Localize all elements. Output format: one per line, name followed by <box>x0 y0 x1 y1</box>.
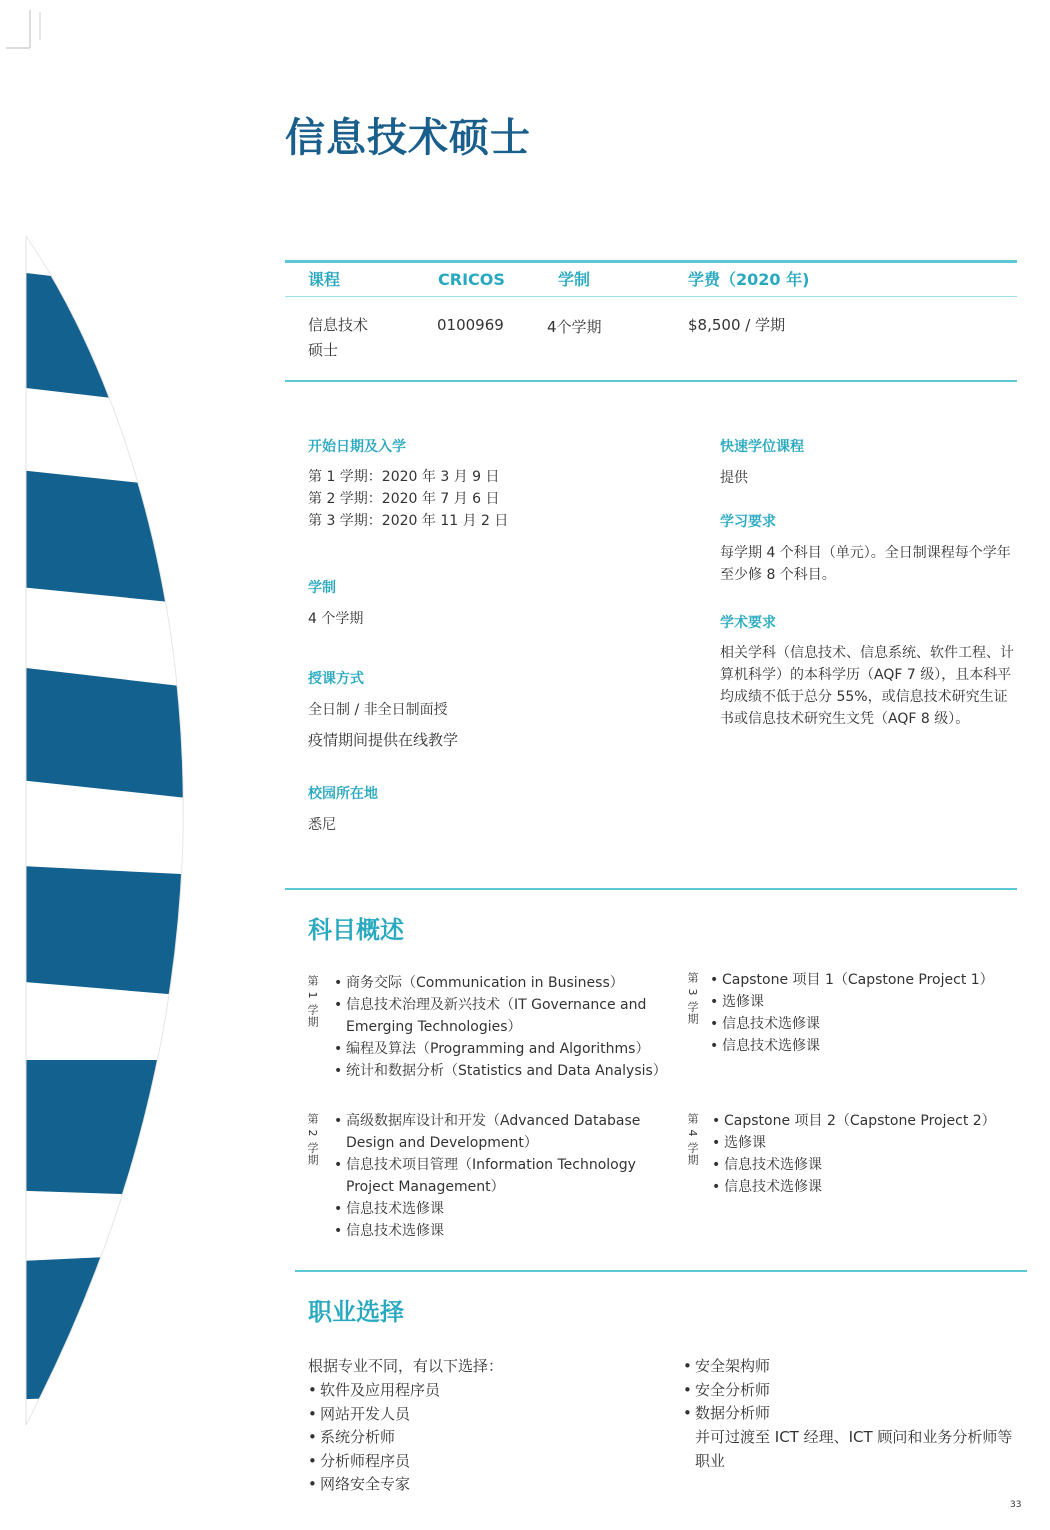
delivery-online-note: 疫情期间提供在线教学 <box>308 731 459 749</box>
table-cell-course <box>308 313 368 363</box>
table-cell-fee: $8,500 / 学期 <box>688 316 786 334</box>
list-item: • 信息技术选修课 <box>712 1176 996 1198</box>
start-dates-list <box>308 466 508 532</box>
careers-list-left <box>308 1379 440 1497</box>
start-date-1: 第 1 学期：2020 年 3 月 9 日 <box>308 469 500 485</box>
list-item: • 安全分析师 <box>683 1379 770 1403</box>
list-item: • 信息技术选修课 <box>334 1198 640 1220</box>
list-item-continuation <box>334 1132 640 1154</box>
start-date-2: 第 2 学期：2020 年 7 月 6 日 <box>308 491 500 507</box>
semester-1-label: 第 1 学期 <box>306 975 319 1028</box>
semester-2-label: 第 2 学期 <box>306 1113 319 1166</box>
semester-2-subjects <box>334 1110 640 1242</box>
list-item: • 高级数据库设计和开发（Advanced Database <box>334 1110 640 1132</box>
campus-label: 校园所在地 <box>308 786 378 802</box>
table-cell-cricos: 0100969 <box>437 316 504 334</box>
striped-semicircle-graphic <box>0 0 300 1530</box>
list-item: • 系统分析师 <box>308 1426 440 1450</box>
semester-3-subjects <box>710 969 994 1057</box>
academic-req-text <box>720 642 1014 730</box>
academic-req-line-1: 相关学科（信息技术、信息系统、软件工程、计 <box>720 645 1014 661</box>
list-item-continuation-text: Design and Development） <box>346 1135 538 1151</box>
subjects-heading: 科目概述 <box>308 916 404 944</box>
table-cell-course-line2: 硕士 <box>308 341 339 359</box>
page-title: 信息技术硕士 <box>285 115 531 161</box>
campus-value: 悉尼 <box>308 817 336 833</box>
list-item: • 选修课 <box>712 1132 996 1154</box>
list-item: • 信息技术选修课 <box>334 1220 640 1242</box>
list-item-continuation-text: Project Management） <box>346 1179 505 1195</box>
start-date-3: 第 3 学期：2020 年 11 月 2 日 <box>308 513 509 529</box>
list-item: • 软件及应用程序员 <box>308 1379 440 1403</box>
list-item: • 信息技术选修课 <box>710 1035 994 1057</box>
study-req-line-1: 每学期 4 个科目（单元）。全日制课程每个学年 <box>720 545 1011 561</box>
delivery-mode: 全日制 / 非全日制面授 <box>308 702 448 718</box>
list-item-continuation <box>334 1176 640 1198</box>
academic-req-label: 学术要求 <box>720 615 776 631</box>
subjects-top-rule <box>285 888 1017 890</box>
careers-top-rule <box>295 1270 1027 1272</box>
table-header-fee: 学费（2020 年) <box>688 270 810 289</box>
list-item: • 信息技术选修课 <box>710 1013 994 1035</box>
academic-req-line-3: 均成绩不低于总分 55%，或信息技术研究生证 <box>720 689 1008 705</box>
table-header-cricos: CRICOS <box>438 270 505 289</box>
careers-note-line-2: 职业 <box>695 1451 726 1470</box>
list-item-continuation-text: Emerging Technologies） <box>346 1019 522 1035</box>
academic-req-line-2: 算机科学）的本科学历（AQF 7 级），且本科平 <box>720 667 1012 683</box>
page-number: 33 <box>1010 1500 1022 1510</box>
table-header-duration: 学制 <box>558 270 591 289</box>
table-cell-course-line1: 信息技术 <box>308 316 369 334</box>
careers-note <box>695 1426 1012 1473</box>
table-header-rule <box>285 296 1017 297</box>
list-item: • Capstone 项目 1（Capstone Project 1） <box>710 969 994 991</box>
delivery-label: 授课方式 <box>308 671 364 687</box>
table-top-rule <box>285 260 1017 263</box>
table-cell-duration: 4个学期 <box>547 318 602 336</box>
list-item: • Capstone 项目 2（Capstone Project 2） <box>712 1110 996 1132</box>
list-item: • 安全架构师 <box>683 1355 770 1379</box>
careers-heading: 职业选择 <box>308 1298 404 1326</box>
list-item: • 编程及算法（Programming and Algorithms） <box>334 1038 667 1060</box>
duration-label: 学制 <box>308 580 336 596</box>
study-req-line-2: 至少修 8 个科目。 <box>720 567 836 583</box>
fast-track-label: 快速学位课程 <box>720 439 804 455</box>
list-item: • 网络安全专家 <box>308 1473 440 1497</box>
academic-req-line-4: 书或信息技术研究生文凭（AQF 8 级）。 <box>720 711 970 727</box>
list-item: • 信息技术治理及新兴技术（IT Governance and <box>334 994 667 1016</box>
list-item: • 信息技术选修课 <box>712 1154 996 1176</box>
list-item: • 统计和数据分析（Statistics and Data Analysis） <box>334 1060 667 1082</box>
list-item: • 选修课 <box>710 991 994 1013</box>
duration-value: 4 个学期 <box>308 611 364 627</box>
semester-4-subjects <box>712 1110 996 1198</box>
list-item: • 信息技术项目管理（Information Technology <box>334 1154 640 1176</box>
careers-note-line-1: 并可过渡至 ICT 经理、ICT 顾问和业务分析师等 <box>695 1428 1013 1446</box>
list-item: • 数据分析师 <box>683 1402 770 1426</box>
study-req-label: 学习要求 <box>720 514 776 530</box>
study-req-text <box>720 542 1011 586</box>
semester-1-subjects <box>334 972 667 1082</box>
table-header-course: 课程 <box>308 270 341 289</box>
careers-intro: 根据专业不同，有以下选择： <box>308 1357 504 1375</box>
list-item: • 商务交际（Communication in Business） <box>334 972 667 994</box>
semester-3-label: 第 3 学期 <box>686 972 699 1025</box>
list-item: • 分析师程序员 <box>308 1450 440 1474</box>
fast-track-value: 提供 <box>720 470 748 486</box>
careers-list-right <box>683 1355 770 1426</box>
semester-4-label: 第 4 学期 <box>686 1113 699 1166</box>
list-item-continuation <box>334 1016 667 1038</box>
table-bottom-rule <box>285 380 1017 382</box>
list-item: • 网站开发人员 <box>308 1403 440 1427</box>
start-dates-label: 开始日期及入学 <box>308 439 406 455</box>
